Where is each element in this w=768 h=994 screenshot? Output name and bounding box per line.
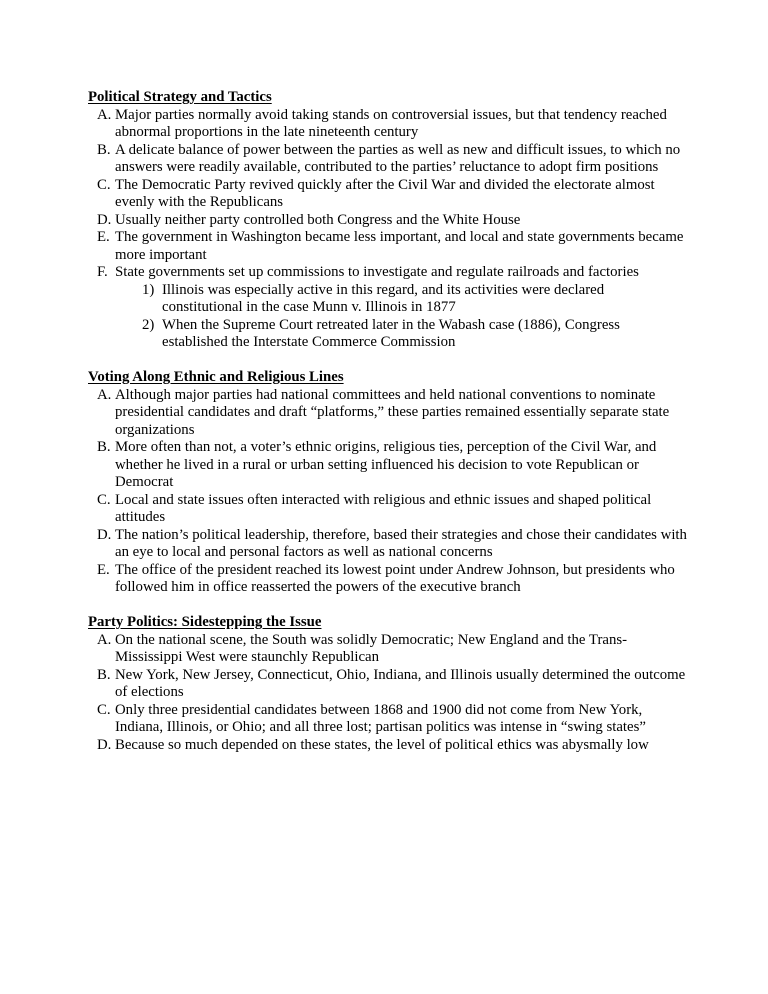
- item-marker: A.: [97, 631, 112, 648]
- item-text: On the national scene, the South was solidly Democratic; New England and the Trans-Mississippi West were staunchly Republican: [115, 631, 628, 665]
- item-text: Local and state issues often interacted with religious and ethnic issues and shaped political attitudes: [115, 491, 652, 525]
- item-text: Because so much depended on these states, the level of political ethics was abysmally low: [115, 736, 649, 753]
- item-marker: D.: [97, 526, 112, 543]
- list-item: [88, 439, 688, 492]
- item-text: The nation’s political leadership, therefore, based their strategies and chose their candidates with an eye to local and personal factors as well as national concerns: [115, 526, 687, 560]
- sub-item-marker: 2): [142, 316, 155, 333]
- item-text: Only three presidential candidates between 1868 and 1900 did not come from New York, Indiana, Illinois, or Ohio; and all three lost; partisan politics was intense in “swing states”: [115, 701, 646, 735]
- item-text: Major parties normally avoid taking stands on controversial issues, but that tendency reached abnormal proportions in the late nineteenth century: [115, 106, 667, 140]
- item-text: A delicate balance of power between the parties as well as new and difficult issues, to which no answers were readily available, contributed to the parties’ reluctance to adopt firm positions: [115, 141, 681, 175]
- item-text: The Democratic Party revived quickly after the Civil War and divided the electorate almost evenly with the Republicans: [115, 176, 655, 210]
- sub-list-item: [88, 317, 688, 352]
- sub-item-marker: 1): [142, 281, 155, 298]
- section-party-politics: [88, 614, 688, 754]
- document-page: [88, 89, 688, 754]
- item-marker: B.: [97, 141, 111, 158]
- list-item: [88, 527, 688, 562]
- list-item: [88, 229, 688, 264]
- item-text: More often than not, a voter’s ethnic origins, religious ties, perception of the Civil War, and whether he lived in a rural or urban setting influenced his decision to vote Republican or Democrat: [115, 439, 657, 490]
- outline-list: [88, 107, 688, 282]
- list-item: [88, 387, 688, 440]
- sub-list: [88, 282, 688, 352]
- section-heading: Voting Along Ethnic and Religious Lines: [88, 369, 344, 385]
- section-heading: Political Strategy and Tactics: [88, 89, 272, 105]
- list-item: [88, 667, 688, 702]
- item-marker: F.: [97, 264, 108, 280]
- item-marker: B.: [97, 439, 111, 455]
- list-item: [88, 737, 688, 755]
- item-text: Although major parties had national committees and held national conventions to nominate presidential candidates and draft “platforms,” these parties remained essentially separate state organizations: [115, 386, 670, 438]
- item-text: Usually neither party controlled both Congress and the White House: [115, 211, 521, 228]
- item-marker: E.: [97, 561, 110, 578]
- outline-list: [88, 632, 688, 755]
- list-item: [88, 142, 688, 177]
- list-item: [88, 107, 688, 142]
- section-voting-lines: [88, 369, 688, 597]
- list-item: [88, 632, 688, 667]
- outline-list: [88, 387, 688, 597]
- item-marker: C.: [97, 701, 111, 718]
- item-text: The government in Washington became less important, and local and state governments became more important: [115, 229, 684, 263]
- list-item: [88, 492, 688, 527]
- section-heading: Party Politics: Sidestepping the Issue: [88, 614, 322, 630]
- item-text: The office of the president reached its lowest point under Andrew Johnson, but presidents who followed him in office reasserted the powers of the executive branch: [115, 561, 675, 595]
- item-marker: E.: [97, 229, 110, 245]
- item-marker: B.: [97, 666, 111, 683]
- sub-list-item: [88, 282, 688, 317]
- sub-item-text: Illinois was especially active in this regard, and its activities were declared constitutional in the case Munn v. Illinois in 1877: [162, 281, 605, 315]
- item-text: New York, New Jersey, Connecticut, Ohio, Indiana, and Illinois usually determined the outcome of elections: [115, 666, 686, 700]
- list-item: [88, 702, 688, 737]
- list-item: [88, 177, 688, 212]
- item-marker: D.: [97, 211, 112, 228]
- list-item: [88, 212, 688, 230]
- item-marker: C.: [97, 176, 111, 193]
- item-marker: A.: [97, 386, 112, 403]
- item-text: State governments set up commissions to investigate and regulate railroads and factories: [115, 264, 639, 280]
- item-marker: D.: [97, 736, 112, 753]
- sub-item-text: When the Supreme Court retreated later in the Wabash case (1886), Congress established the Interstate Commerce Commission: [162, 316, 620, 350]
- list-item: [88, 264, 688, 282]
- item-marker: A.: [97, 106, 112, 123]
- list-item: [88, 562, 688, 597]
- item-marker: C.: [97, 491, 111, 508]
- section-political-strategy: [88, 89, 688, 352]
